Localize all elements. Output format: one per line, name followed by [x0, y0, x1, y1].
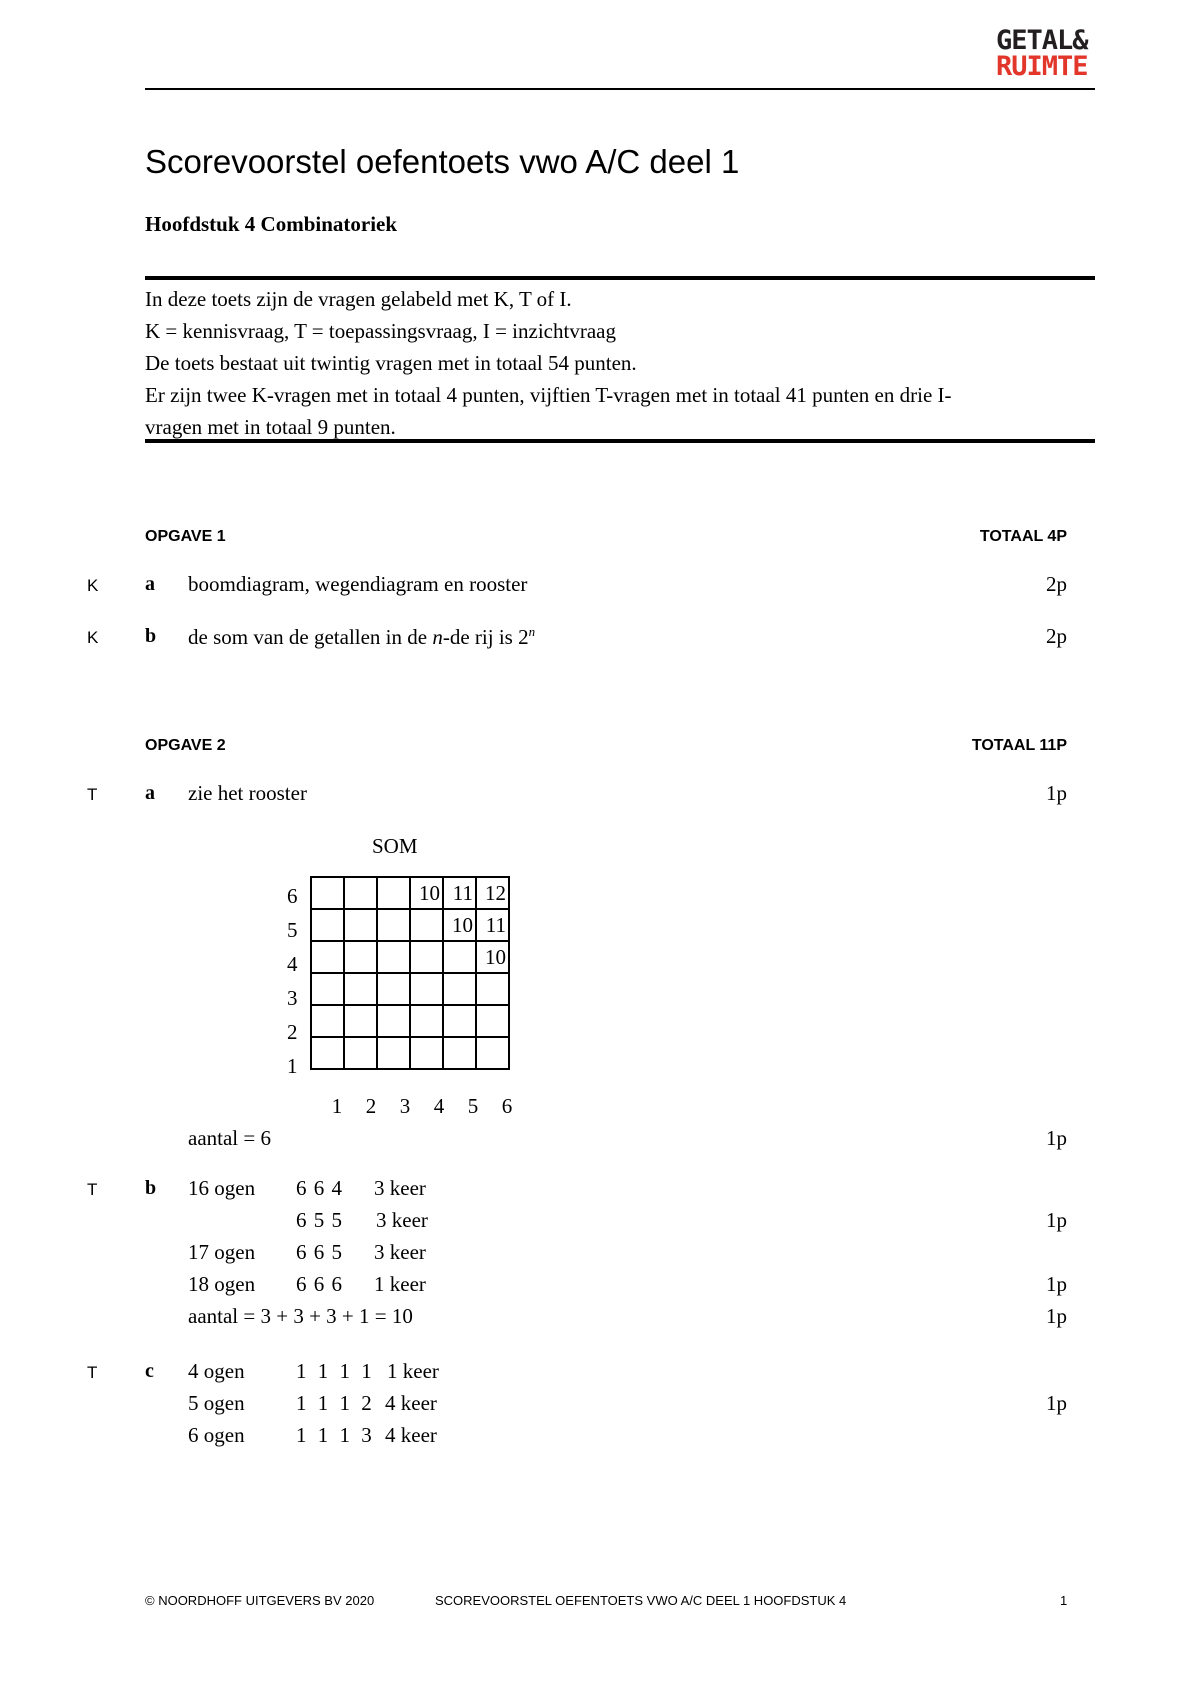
grid-cell	[377, 909, 410, 941]
grid-title: SOM	[372, 834, 418, 858]
grid-cell	[311, 877, 344, 909]
intro-line: K = kennisvraag, T = toepassingsvraag, I = inzichtvraag	[145, 319, 616, 343]
chapter-subtitle: Hoofdstuk 4 Combinatoriek	[145, 212, 398, 236]
cell-keer: 3 keer	[374, 1176, 426, 1200]
grid-cell	[344, 1037, 377, 1069]
page-title: Scorevoorstel oefentoets vwo A/C deel 1	[145, 143, 740, 180]
intro-top-rule	[145, 276, 1095, 280]
x-label: 6	[501, 1094, 513, 1118]
grid-row	[311, 877, 509, 909]
grid-cell	[377, 1037, 410, 1069]
points: 2p	[1046, 624, 1067, 648]
y-label: 1	[287, 1054, 298, 1078]
y-label: 3	[287, 986, 298, 1010]
grid-cell	[410, 941, 443, 973]
cell-combination: 1 1 1 1	[296, 1359, 375, 1383]
grid-cell: 12	[476, 877, 509, 909]
grid-cell	[476, 1005, 509, 1037]
variable-n: n	[432, 625, 443, 649]
cell-combination: 6 6 6	[296, 1272, 343, 1296]
footer-document-title: SCOREVOORSTEL OEFENTOETS VWO A/C DEEL 1 HOOFDSTUK 4	[435, 1593, 847, 1608]
cell-ogen: 4 ogen	[188, 1359, 245, 1383]
header-rule	[145, 88, 1095, 90]
points: 1p	[1046, 1391, 1067, 1415]
intro-line: vragen met in totaal 9 punten.	[145, 415, 396, 439]
question-letter: c	[145, 1360, 154, 1382]
x-label: 3	[399, 1094, 411, 1118]
points: 1p	[1046, 1304, 1067, 1328]
grid-cell	[443, 941, 476, 973]
cell-keer: 1 keer	[387, 1359, 439, 1383]
answer-text: aantal = 3 + 3 + 3 + 1 = 10	[188, 1304, 413, 1328]
question-type-label: T	[87, 1180, 98, 1199]
grid-cell	[344, 1005, 377, 1037]
cell-combination: 6 6 5	[296, 1240, 343, 1264]
grid-cell	[410, 1037, 443, 1069]
cell-keer: 1 keer	[374, 1272, 426, 1296]
opgave-2-total: TOTAAL 11P	[971, 737, 1067, 754]
grid-row	[311, 941, 509, 973]
answer-text-part: de som van de getallen in de	[188, 625, 433, 649]
question-type-label: T	[87, 1363, 98, 1382]
cell-keer: 4 keer	[385, 1391, 437, 1415]
points: 1p	[1046, 781, 1067, 805]
footer-page-number: 1	[1060, 1593, 1068, 1608]
cell-combination: 1 1 1 3	[296, 1423, 375, 1447]
answer-text	[188, 624, 535, 650]
grid-row	[311, 973, 509, 1005]
logo-line-2: RUIMTE	[996, 51, 1088, 82]
opgave-2-heading: OPGAVE 2	[145, 737, 226, 754]
grid-row	[311, 1005, 509, 1037]
x-label: 1	[331, 1094, 343, 1118]
exponent-n: n	[528, 624, 536, 639]
intro-bottom-rule	[145, 439, 1095, 443]
intro-line: De toets bestaat uit twintig vragen met in totaal 54 punten.	[145, 351, 637, 375]
question-letter: a	[145, 782, 155, 804]
grid-cell	[344, 877, 377, 909]
grid-row	[311, 1037, 509, 1069]
cell-ogen: 18 ogen	[188, 1272, 256, 1296]
grid-cell: 10	[410, 877, 443, 909]
grid-cell	[410, 1005, 443, 1037]
question-type-label: T	[87, 785, 98, 804]
intro-line: Er zijn twee K-vragen met in totaal 4 punten, vijftien T-vragen met in totaal 41 punten en drie I-	[145, 383, 952, 407]
cell-ogen: 6 ogen	[188, 1423, 245, 1447]
cell-ogen: 16 ogen	[188, 1176, 256, 1200]
grid-cell	[344, 941, 377, 973]
x-label: 4	[433, 1094, 445, 1118]
grid-cell	[410, 973, 443, 1005]
points: 1p	[1046, 1272, 1067, 1296]
question-type-label: K	[87, 628, 99, 647]
question-letter: b	[145, 1177, 157, 1199]
y-label: 5	[287, 918, 298, 942]
grid-cell	[443, 1005, 476, 1037]
cell-ogen: 5 ogen	[188, 1391, 245, 1415]
y-label: 6	[287, 884, 298, 908]
opgave-1-total: TOTAAL 4P	[979, 528, 1067, 545]
grid-cell	[344, 973, 377, 1005]
y-label: 4	[287, 952, 298, 976]
x-label: 5	[467, 1094, 479, 1118]
points: 1p	[1046, 1126, 1067, 1150]
grid-cell	[311, 1005, 344, 1037]
answer-text-part: -de rij is 2	[442, 625, 529, 649]
opgave-1-heading: OPGAVE 1	[145, 528, 226, 545]
question-letter: b	[145, 625, 157, 647]
grid-cell	[377, 941, 410, 973]
grid-cell	[476, 973, 509, 1005]
points: 1p	[1046, 1208, 1067, 1232]
grid-cell	[410, 909, 443, 941]
cell-ogen: 17 ogen	[188, 1240, 256, 1264]
grid-cell: 11	[476, 909, 509, 941]
grid-cell	[443, 973, 476, 1005]
publisher-logo	[996, 25, 1088, 82]
question-type-label: K	[87, 576, 99, 595]
points: 2p	[1046, 572, 1067, 596]
grid-cell	[377, 1005, 410, 1037]
answer-text: zie het rooster	[188, 781, 307, 805]
answer-text: boomdiagram, wegendiagram en rooster	[188, 572, 528, 596]
grid-cell	[377, 973, 410, 1005]
cell-combination: 6 6 4	[296, 1176, 343, 1200]
x-label: 2	[365, 1094, 377, 1118]
question-letter: a	[145, 573, 155, 595]
grid-y-axis	[287, 879, 298, 1083]
cell-combination: 1 1 1 2	[296, 1391, 375, 1415]
footer-copyright: © NOORDHOFF UITGEVERS BV 2020	[145, 1593, 375, 1608]
logo-line-1: GETAL&	[996, 25, 1088, 56]
grid-cell: 10	[443, 909, 476, 941]
intro-line: In deze toets zijn de vragen gelabeld met K, T of I.	[145, 287, 572, 311]
answer-text: aantal = 6	[188, 1126, 271, 1150]
grid-x-axis	[320, 1094, 524, 1119]
grid-cell	[311, 1037, 344, 1069]
intro-text	[145, 283, 1095, 443]
grid-cell: 11	[443, 877, 476, 909]
cell-combination: 6 5 5	[296, 1208, 343, 1232]
grid-cell	[377, 877, 410, 909]
grid-cell	[476, 1037, 509, 1069]
grid-cell	[443, 1037, 476, 1069]
y-label: 2	[287, 1020, 298, 1044]
grid-cell	[311, 973, 344, 1005]
cell-keer: 3 keer	[376, 1208, 428, 1232]
grid-cell	[311, 909, 344, 941]
cell-keer: 4 keer	[385, 1423, 437, 1447]
cell-keer: 3 keer	[374, 1240, 426, 1264]
grid-row	[311, 909, 509, 941]
grid-cell: 10	[476, 941, 509, 973]
grid-cell	[311, 941, 344, 973]
sum-grid	[310, 876, 510, 1070]
grid-cell	[344, 909, 377, 941]
